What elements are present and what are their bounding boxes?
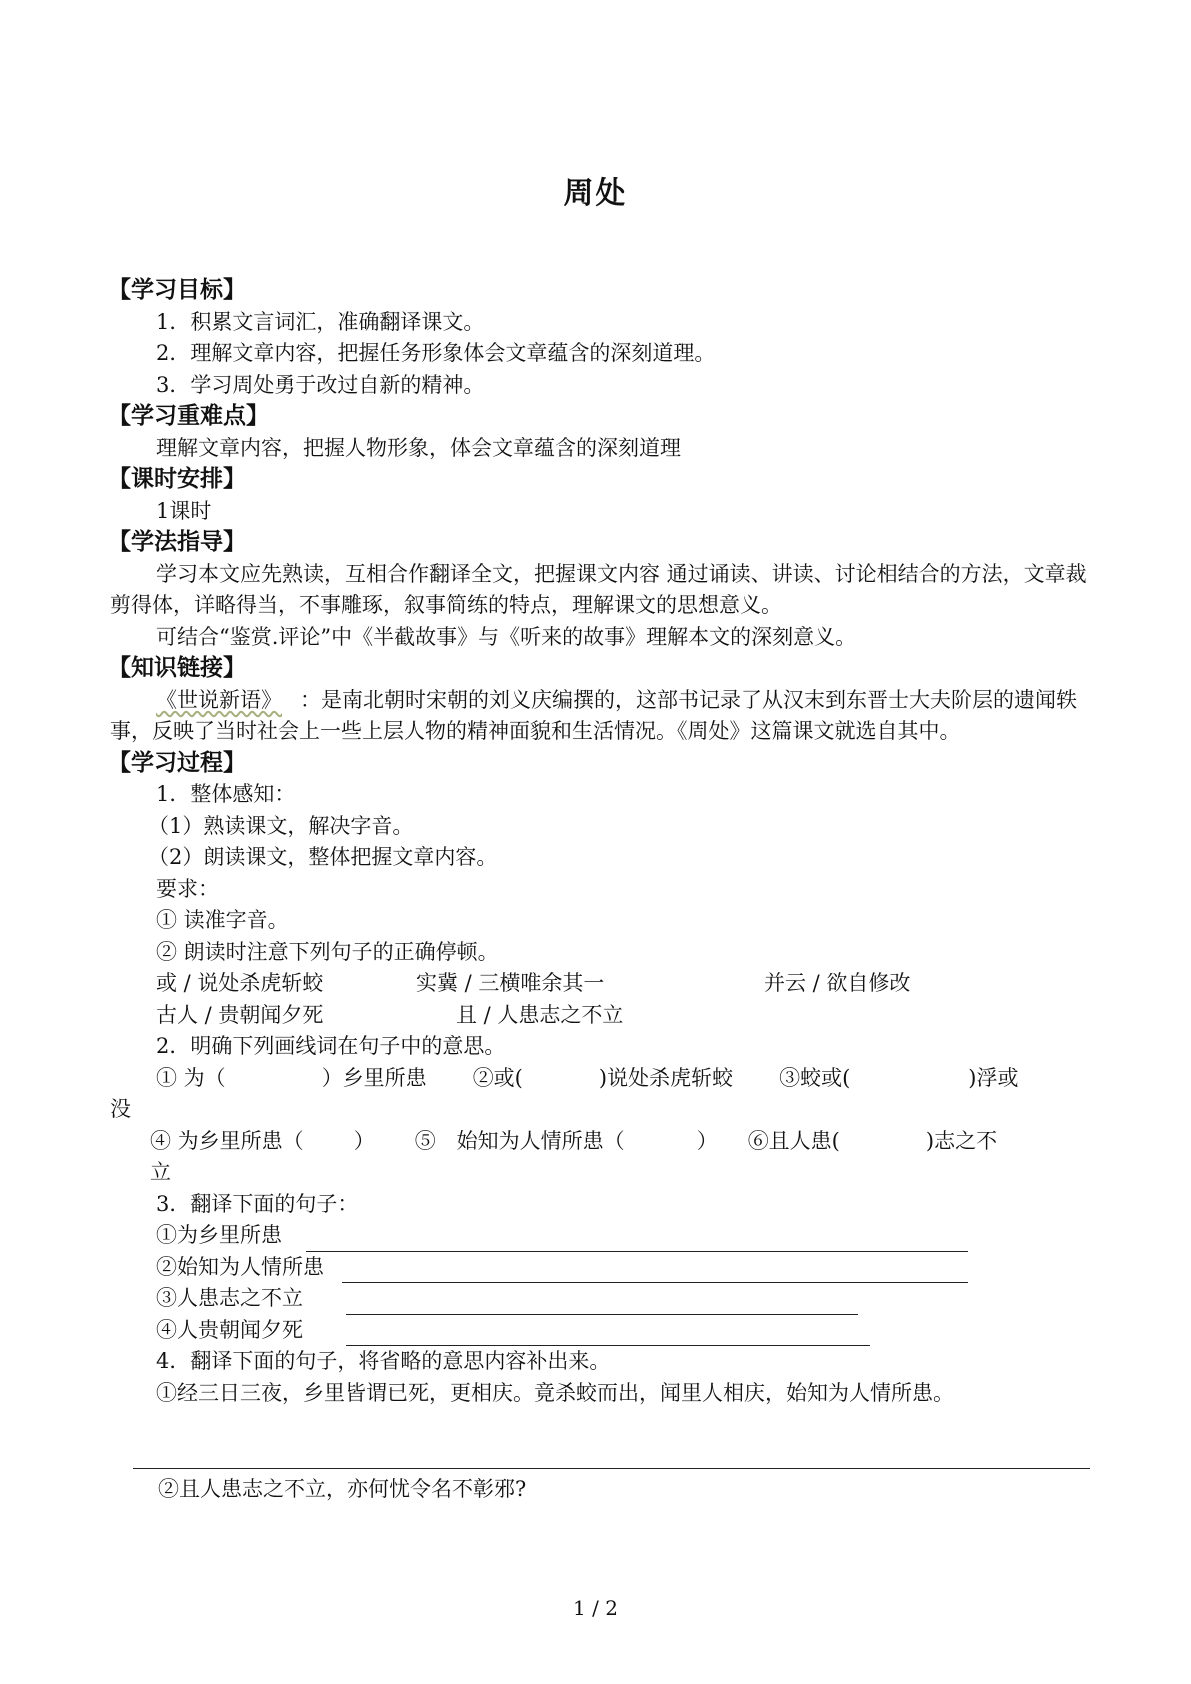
heading-knowledge: 【知识链接】 [108,655,246,681]
answer-line[interactable] [346,1323,870,1346]
meaning-item-2-prefix: ②或( [472,1065,523,1090]
meaning-row-1 [110,1063,1090,1095]
meaning-item-3-prefix: ③蛟或( [779,1065,851,1090]
pause-row-1 [110,968,1090,1000]
schedule-text: 1课时 [156,498,212,523]
pause-item: 并云 / 欲自修改 [764,971,911,995]
meaning-item-1-prefix: ① 为（ [156,1065,226,1090]
answer-line[interactable] [342,1260,968,1283]
supplement-item: ①经三日三夜，乡里皆谓已死，更相庆。竟杀蛟而出，闻里人相庆，始知为人情所患。 [156,1380,954,1405]
translate-item [110,1315,1090,1347]
requirement-1: ① 读准字音。 [156,908,289,932]
meaning-item-5-prefix: ⑤ 始知为人情所患（ [414,1128,625,1153]
knowledge-text: ：是南北朝时宋朝的刘义庆编撰的，这部书记录了从汉末到东晋士大夫阶层的遗闻轶事，反映了当时社会上一些上层人物的精神面貌和生活情况。《周处》这篇课文就选自其中。 [110,687,1077,743]
meaning-item-6-suffix: )志之不 [925,1128,998,1153]
step-1-a: （1）熟读课文，解决字音。 [148,813,414,838]
meaning-row-2-wrap: 立 [150,1160,171,1184]
page-number: 1 / 2 [573,1596,618,1620]
step-3-title: 3．翻译下面的句子： [156,1191,359,1216]
translate-prompt: ③人患志之不立 [156,1286,303,1310]
document-body [110,275,1090,1409]
meaning-item-4-suffix: ） [353,1128,375,1153]
translate-prompt: ①为乡里所患 [156,1223,282,1247]
step-1-title: 1．整体感知： [156,782,296,806]
step-1-b: （2）朗读课文，整体把握文章内容。 [148,845,498,869]
knowledge-paragraph [110,685,1090,748]
requirement-2: ② 朗读时注意下列句子的正确停顿。 [156,939,499,964]
supplement-item: ②且人患志之不立，亦何忧令名不彰邪? [158,1477,527,1501]
answer-line[interactable] [306,1229,968,1252]
heading-process: 【学习过程】 [108,749,246,776]
translate-prompt: ②始知为人情所患 [156,1254,324,1279]
method-paragraph-2: 可结合“鉴赏.评论”中《半截故事》与《听来的故事》理解本文的深刻意义。 [156,624,857,649]
requirements-label: 要求： [156,876,219,901]
meaning-row-2 [110,1126,1090,1158]
meaning-item-2-suffix: )说处杀虎斩蛟 [598,1065,734,1090]
heading-key-points: 【学习重难点】 [108,403,269,429]
meaning-item-4-prefix: ④ 为乡里所患（ [150,1128,304,1153]
objective-item: 3．学习周处勇于改过自新的精神。 [156,372,485,397]
method-paragraph-1: 学习本文应先熟读，互相合作翻译全文，把握课文内容 通过诵读、讲读、讨论相结合的方法，文章裁剪得体，详略得当，不事雕琢，叙事简练的特点，理解课文的思想意义。 [110,561,1087,617]
objective-item: 2．理解文章内容，把握任务形象体会文章蕴含的深刻道理。 [156,341,716,365]
pause-item: 且 / 人患志之不立 [456,1002,624,1027]
heading-schedule: 【课时安排】 [108,466,246,492]
pause-row-2 [110,1000,1090,1032]
meaning-row-1-wrap: 没 [110,1097,131,1121]
heading-objectives: 【学习目标】 [108,277,246,303]
step-2-title: 2．明确下列画线词在句子中的意思。 [156,1034,506,1058]
objective-item: 1．积累文言词汇，准确翻译课文。 [156,309,485,334]
translate-item [110,1220,1090,1252]
meaning-item-1-suffix: ）乡里所患 [321,1065,427,1090]
key-points-text: 理解文章内容，把握人物形象，体会文章蕴含的深刻道理 [156,435,681,460]
heading-method: 【学法指导】 [108,529,246,555]
meaning-item-6-prefix: ⑥且人患( [747,1128,840,1153]
answer-line[interactable] [346,1292,858,1315]
answer-line[interactable] [133,1468,1090,1469]
page-title: 周处 [563,176,628,211]
meaning-item-5-suffix: ） [696,1128,718,1153]
pause-item: 实冀 / 三横唯余其一 [416,971,605,995]
translate-item [110,1252,1090,1284]
translate-prompt: ④人贵朝闻夕死 [156,1317,303,1342]
translate-item [110,1283,1090,1315]
pause-item: 古人 / 贵朝闻夕死 [156,1002,324,1027]
book-title: 《世说新语》 [156,687,282,712]
pause-item: 或 / 说处杀虎斩蛟 [156,971,324,995]
meaning-item-3-suffix: )浮或 [968,1065,1019,1090]
step-4-title: 4．翻译下面的句子，将省略的意思内容补出来。 [156,1349,611,1373]
